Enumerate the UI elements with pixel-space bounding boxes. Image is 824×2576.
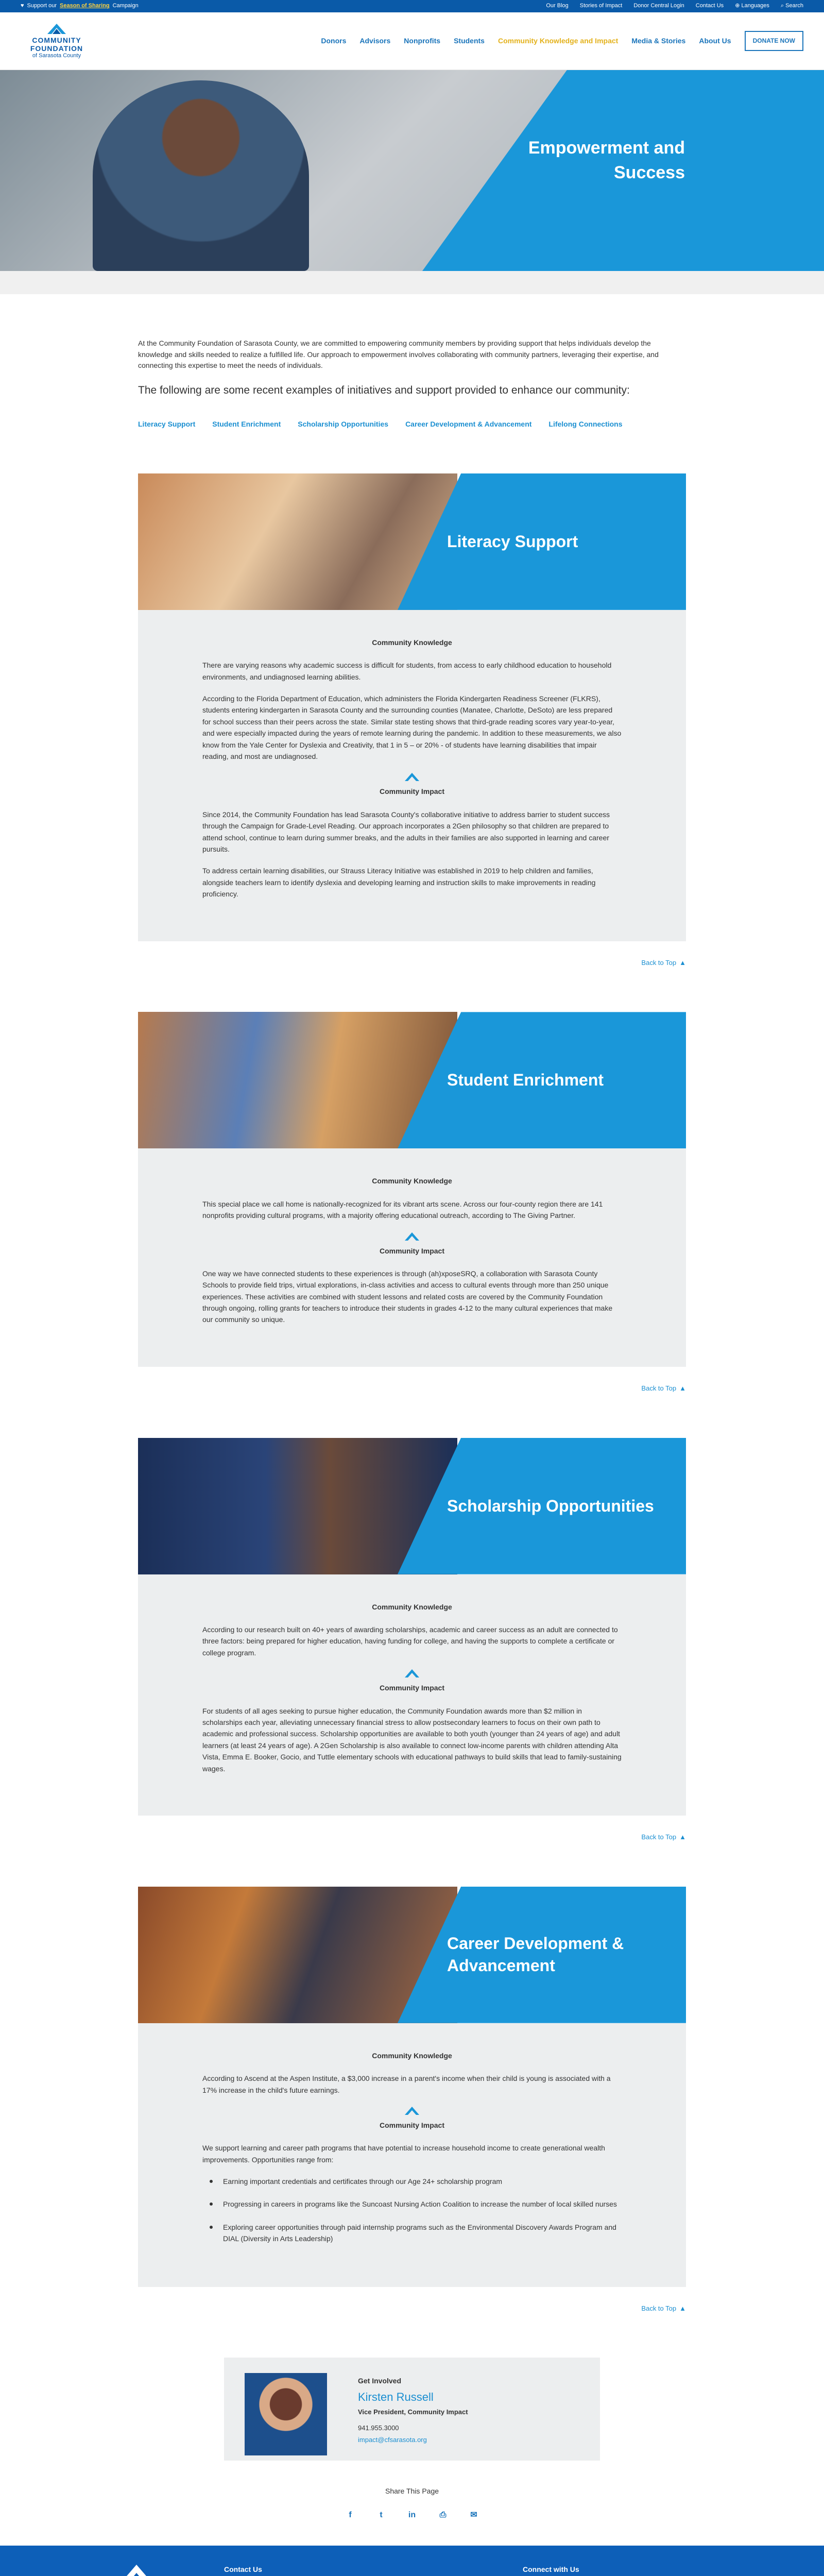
section-header — [138, 473, 686, 610]
knowledge-text: There are varying reasons why academic success is difficult for students, from access to early childhood education to household environments, and undiagnosed learning abilities. — [202, 661, 612, 681]
share-label: Share This Page — [385, 2487, 439, 2496]
jump-links — [138, 418, 686, 430]
opportunity-list — [202, 2176, 622, 2245]
back-to-top-link[interactable]: Back to Top ▲ — [138, 2303, 686, 2314]
section-title: Student Enrichment — [447, 1071, 604, 1090]
knowledge-text: According to the Florida Department of Education, which administers the Florida Kindergarten Readiness Screener (FLKRS), students entering kindergarten in Sarasota County and the surrounding counties (Manatee, Charlotte, DeSoto) are less prepared for school success than their peers across the state. Similar state testing shows that third-grade reading scores vary year-to-year, and were especially impacted during the years of remote learning during the pandemic. In addition to these measurements, we also know from the Yale Center for Dyslexia and Creativity, that 1 in 5 – or 20% - of students have learning disabilities that impair reading, and most are undiagnosed. — [202, 694, 622, 761]
logo-mark-icon — [45, 23, 68, 36]
knowledge-heading: Community Knowledge — [372, 1602, 452, 1611]
linkedin-icon[interactable]: in — [408, 2511, 416, 2520]
utility-link-contact[interactable]: Contact Us — [695, 3, 724, 9]
nav-media-stories[interactable]: Media & Stories — [631, 37, 686, 45]
facebook-icon[interactable]: f — [349, 2511, 352, 2520]
impact-heading: Community Impact — [379, 2121, 444, 2129]
section-body — [138, 610, 686, 941]
jump-career[interactable]: Career Development & Advancement — [405, 419, 532, 428]
nav-nonprofits[interactable]: Nonprofits — [404, 37, 441, 45]
intro-lead: The following are some recent examples of initiatives and support provided to enhance our community: — [138, 384, 630, 397]
utility-links — [546, 2, 803, 11]
search-icon: ⌕ — [780, 3, 786, 9]
impact-text: For students of all ages seeking to pursue higher education, the Community Foundation awards more than $2 million in scholarships each year, alleviating unnecessary financial stress to allow postsecondary learners to focus on their own path to academic and professional success. Scholarship opportunities are available to both youth (younger than 24 years of age) and adult learners (at least 24 years of age). A 2Gen Scholarship is also available to connect low-income parents with children attending Alta Vista, Emma E. Booker, Gocio, and Tuttle elementary schools with educational pathways to build skills that lead to family-sustaining wages. — [202, 1706, 622, 1773]
intro-paragraph: At the Community Foundation of Sarasota County, we are committed to empowering community members by providing support that helps individuals develop the knowledge and skills needed to realize a fulfilled life. Our approach to empowerment involves collaborating with community partners, leveraging their expertise, and connecting this expertise to meet the needs of individuals. — [138, 339, 659, 370]
footer-logo[interactable] — [70, 2564, 203, 2576]
logo-mark-icon — [202, 772, 622, 783]
section-enrichment — [138, 1012, 686, 1394]
chevron-up-icon: ▲ — [679, 1833, 686, 1841]
nav-donors[interactable]: Donors — [321, 37, 347, 45]
section-scholarship — [138, 1438, 686, 1843]
section-title: Career Development & Advancement — [447, 1934, 624, 1975]
knowledge-text: This special place we call home is nationally-recognized for its vibrant arts scene. Across our four-county region there are 141 nonprofits providing cultural programs, with a majority offering educational outreach, according to The Giving Partner. — [202, 1199, 603, 1220]
section-literacy — [138, 473, 686, 968]
section-career — [138, 1887, 686, 2314]
nav-about-us[interactable]: About Us — [699, 37, 731, 45]
utility-link-languages[interactable]: ⊕ Languages — [735, 3, 769, 9]
donate-button[interactable]: DONATE NOW — [745, 31, 803, 51]
twitter-icon[interactable]: t — [380, 2511, 383, 2520]
section-body — [138, 2023, 686, 2287]
nav-advisors[interactable]: Advisors — [359, 37, 391, 45]
section-title: Scholarship Opportunities — [447, 1496, 654, 1515]
utility-link-stories[interactable]: Stories of Impact — [579, 3, 623, 9]
footer-connect — [523, 2564, 622, 2576]
contact-card — [224, 2358, 600, 2461]
hero-banner — [0, 70, 824, 271]
jump-scholarship[interactable]: Scholarship Opportunities — [298, 419, 389, 428]
impact-text: We support learning and career path programs that have potential to increase household income to create generational wealth improvements. Opportunities range from: — [202, 2144, 605, 2164]
back-to-top-link[interactable]: Back to Top ▲ — [138, 1832, 686, 1843]
contact-title: Vice President, Community Impact — [358, 2408, 468, 2416]
chevron-up-icon: ▲ — [679, 958, 686, 967]
intro — [138, 338, 686, 430]
back-to-top-link[interactable]: Back to Top ▲ — [138, 958, 686, 969]
utility-link-blog[interactable]: Our Blog — [546, 3, 569, 9]
logo-mark-icon — [202, 1669, 622, 1679]
globe-icon: ⊕ — [735, 3, 742, 9]
jump-literacy[interactable]: Literacy Support — [138, 419, 196, 428]
impact-text: To address certain learning disabilities, our Strauss Literacy Initiative was established in 2019 to help children and families, alongside teachers learn to identify dyslexia and developing learning and instruction skills to make improvements in reading proficiency. — [202, 867, 596, 899]
section-title: Literacy Support — [447, 532, 578, 551]
footer-contact-heading: Contact Us — [224, 2565, 262, 2573]
back-to-top-link[interactable]: Back to Top ▲ — [138, 1383, 686, 1394]
hero-photo — [93, 80, 309, 271]
site-footer — [0, 2546, 824, 2576]
email-icon[interactable]: ✉ — [470, 2511, 477, 2520]
main-nav — [321, 31, 803, 51]
knowledge-text: According to Ascend at the Aspen Institute, a $3,000 increase in a parent's income when their child is young is associated with a 17% increase in the child's future earnings. — [202, 2074, 611, 2094]
chevron-up-icon: ▲ — [679, 2304, 686, 2312]
nav-students[interactable]: Students — [454, 37, 485, 45]
utility-link-donor-login[interactable]: Donor Central Login — [633, 3, 684, 9]
knowledge-heading: Community Knowledge — [372, 2051, 452, 2060]
impact-heading: Community Impact — [379, 787, 444, 796]
page-title: Empowerment and Success — [528, 138, 685, 182]
impact-heading: Community Impact — [379, 1246, 444, 1255]
utility-link-search[interactable]: ⌕ Search — [780, 3, 803, 9]
contact-heading: Get Involved — [358, 2377, 402, 2385]
logo-mark-icon — [118, 2564, 154, 2576]
section-header — [138, 1887, 686, 2023]
share-bar — [0, 2485, 824, 2520]
knowledge-heading: Community Knowledge — [372, 1177, 452, 1185]
impact-heading: Community Impact — [379, 1684, 444, 1692]
section-header — [138, 1438, 686, 1574]
promo-banner[interactable]: ♥ Support our Season of Sharing Campaign — [21, 2, 139, 11]
print-icon[interactable]: ⎙ — [439, 2511, 447, 2520]
jump-lifelong[interactable]: Lifelong Connections — [548, 419, 623, 428]
hero-divider — [0, 271, 824, 294]
knowledge-text: According to our research built on 40+ years of awarding scholarships, academic and career success as an adult are connected to three factors: being prepared for higher education, having funding for college, and having the supports to complete a certificate or college program. — [202, 1625, 618, 1657]
site-logo[interactable]: COMMUNITY FOUNDATION of Sarasota County — [21, 23, 93, 59]
logo-mark-icon — [202, 2106, 622, 2116]
impact-text: Since 2014, the Community Foundation has lead Sarasota County's collaborative initiative to address barrier to student success through the Campaign for Grade-Level Reading. Our approach incorporates a 2Gen philosophy so that children are prepared to attend school, continue to learn during summer breaks, and the adults in their families are also supported in learning and career pursuits. — [202, 810, 610, 853]
utility-bar — [0, 0, 824, 12]
contact-email-link[interactable]: impact@cfsarasota.org — [358, 2435, 427, 2444]
site-header — [0, 12, 824, 70]
chevron-up-icon: ▲ — [679, 1384, 686, 1392]
avatar — [245, 2373, 327, 2455]
section-header — [138, 1012, 686, 1148]
contact-name[interactable]: Kirsten Russell — [358, 2390, 434, 2403]
jump-enrichment[interactable]: Student Enrichment — [212, 419, 281, 428]
list-item: Exploring career opportunities through paid internship programs such as the Environmental Discovery Awards Program and DIAL (Diversity in Arts Leadership) — [223, 2222, 622, 2245]
knowledge-heading: Community Knowledge — [372, 638, 452, 647]
nav-community-knowledge[interactable]: Community Knowledge and Impact — [497, 37, 619, 45]
promo-link[interactable]: Season of Sharing — [60, 3, 110, 9]
list-item: Progressing in careers in programs like the Suncoast Nursing Action Coalition to increase the number of local skilled nurses — [223, 2198, 622, 2210]
logo-mark-icon — [202, 1232, 622, 1242]
footer-connect-heading: Connect with Us — [523, 2565, 579, 2573]
impact-text: One way we have connected students to these experiences is through (ah)xposeSRQ, a collaboration with Sarasota County Schools to provide field trips, virtual explorations, in-class activities and access to cultural events through more than 250 unique experiences. These activities are combined with student lessons and related costs are covered by the Community Foundation through ongoing, rolling grants for teachers to introduce their students in grades 4-12 to the many cultural experiences that make our community so unique. — [202, 1269, 613, 1324]
list-item: Earning important credentials and certificates through our Age 24+ scholarship program — [223, 2176, 622, 2187]
heart-icon: ♥ — [21, 3, 24, 9]
section-body — [138, 1574, 686, 1816]
footer-contact — [224, 2564, 471, 2576]
contact-phone: 941.955.3000 — [358, 2424, 399, 2432]
section-body — [138, 1148, 686, 1367]
